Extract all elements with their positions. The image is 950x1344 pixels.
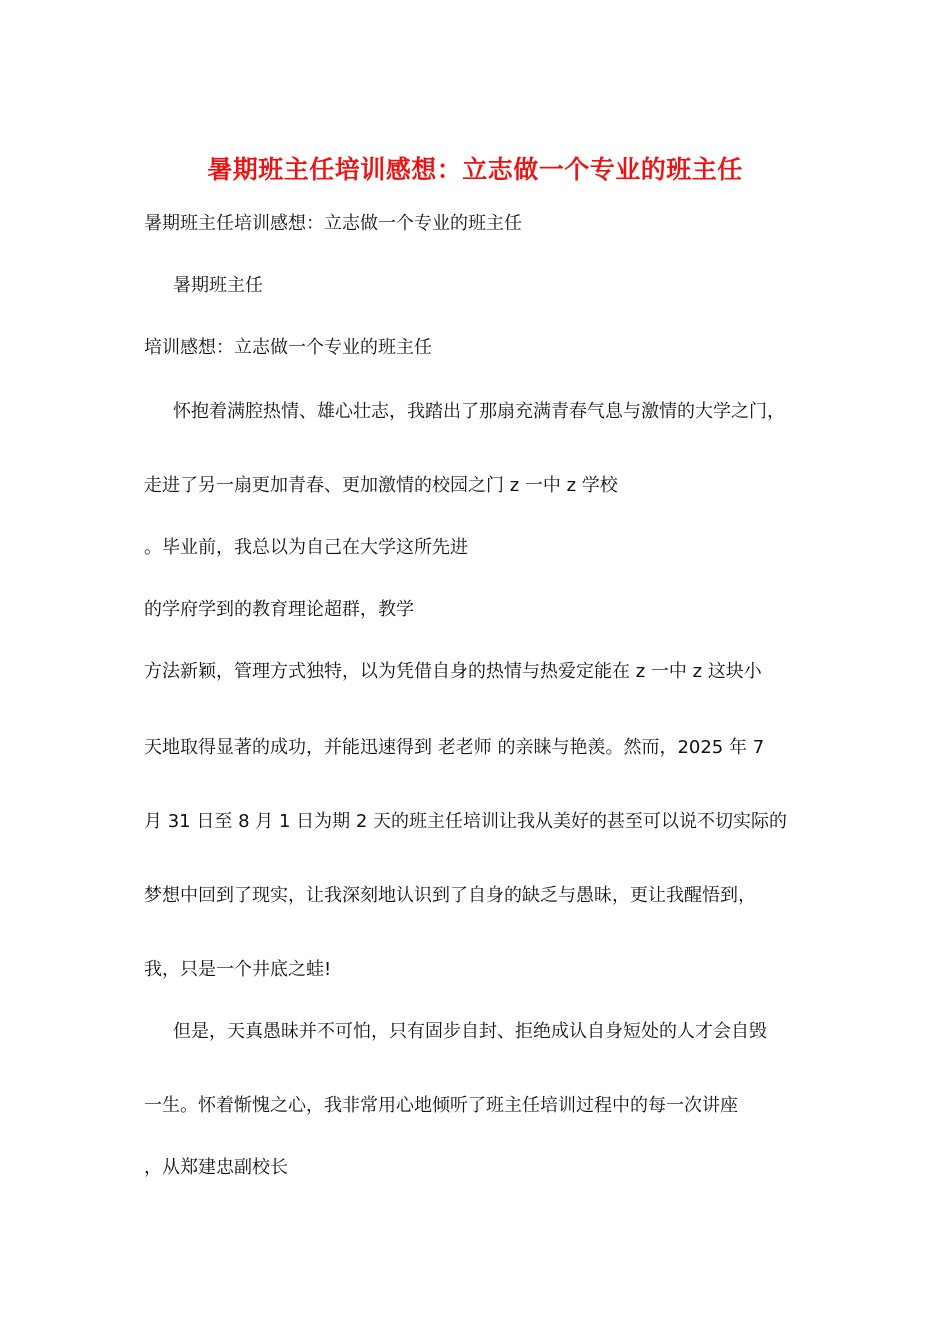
paragraph-line: 培训感想：立志做一个专业的班主任 [144, 337, 432, 358]
paragraph-line: 走进了另一扇更加青春、更加激情的校园之门 z 一中 z 学校 [144, 475, 618, 496]
paragraph-line: 方法新颖，管理方式独特，以为凭借自身的热情与热爱定能在 z 一中 z 这块小 [144, 661, 762, 682]
paragraph-line: 。毕业前，我总以为自己在大学这所先进 [144, 537, 468, 558]
paragraph-line: 我，只是一个井底之蛙! [144, 959, 332, 980]
paragraph-line: 但是，天真愚昧并不可怕，只有固步自封、拒绝成认自身短处的人才会自毁 [173, 1021, 767, 1042]
paragraph-line: 梦想中回到了现实，让我深刻地认识到了自身的缺乏与愚昧，更让我醒悟到， [144, 885, 756, 906]
paragraph-line: 的学府学到的教育理论超群，教学 [144, 599, 414, 620]
document-title: 暑期班主任培训感想：立志做一个专业的班主任 [207, 155, 743, 184]
paragraph-line: ，从郑建忠副校长 [144, 1157, 288, 1178]
paragraph-line: 一生。怀着惭愧之心，我非常用心地倾听了班主任培训过程中的每一次讲座 [144, 1095, 738, 1116]
paragraph-line: 暑期班主任培训感想：立志做一个专业的班主任 [144, 213, 522, 234]
paragraph-line: 怀抱着满腔热情、雄心壮志，我踏出了那扇充满青春气息与激情的大学之门， [173, 401, 785, 422]
paragraph-line: 天地取得显著的成功，并能迅速得到 老老师 的亲睐与艳羡。然而，2025 年 7 [144, 737, 765, 758]
paragraph-line: 暑期班主任 [173, 275, 263, 296]
paragraph-line: 月 31 日至 8 月 1 日为期 2 天的班主任培训让我从美好的甚至可以说不切实际的 [144, 811, 788, 832]
